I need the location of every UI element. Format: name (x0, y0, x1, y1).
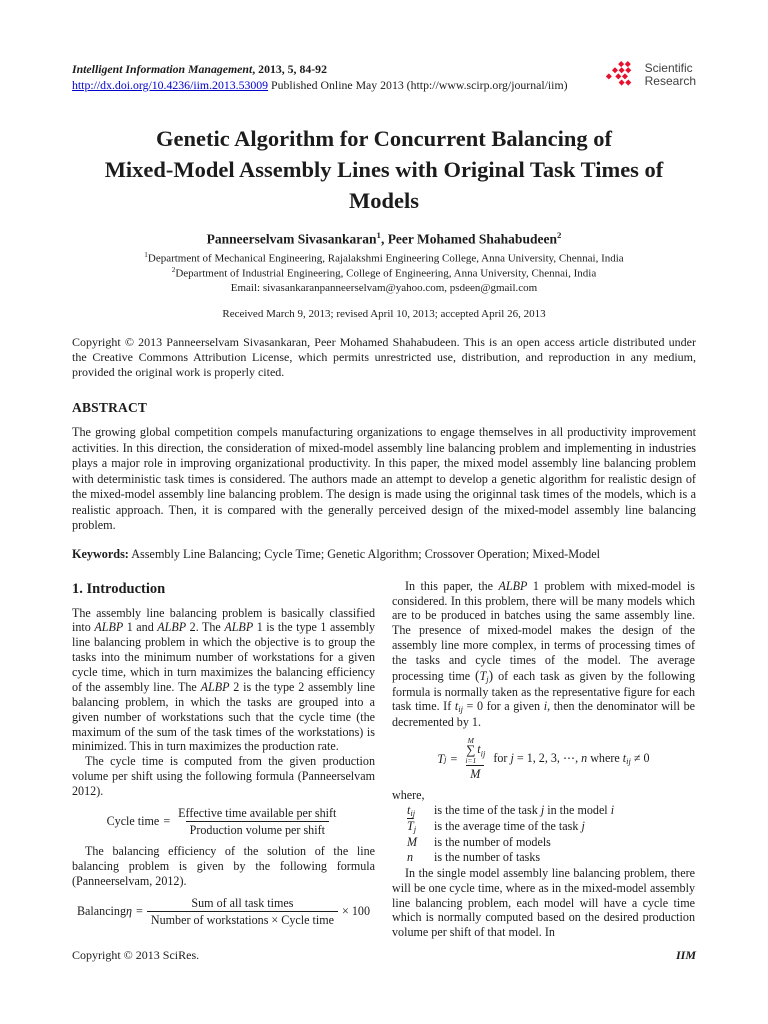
doi-line (72, 78, 568, 94)
where-item-tij (392, 803, 695, 819)
body-columns (72, 579, 696, 940)
equals-sign: = (450, 751, 458, 766)
symbol-M: M (407, 835, 418, 850)
affiliation-1 (72, 251, 696, 266)
intro-paragraph-1: The assembly line balancing problem is basically classified into ALBP 1 and ALBP 2. The ALBP 1 is the type 1 assembly line balancing problem in which the objective is to group the tasks into the minimum number of workstations for a given cycle time, which in turn maximizes the balancing efficiency of the assembly line. The ALBP 2 is the type 2 assembly line balancing problem, in which the tasks are grouped into a given number of workstations such that the cycle time (the maximum of the sum of the task times of the workstations) is minimized. This in turn maximizes the production rate. (72, 605, 375, 754)
footer-copyright: Copyright © 2013 SciRes. (72, 948, 200, 962)
equals-sign: = (136, 904, 143, 919)
formula-cycle-time (72, 806, 375, 838)
T-subscript: j (444, 753, 447, 764)
affiliation-1-text: Department of Mechanical Engineering, Rajalakshmi Engineering College, Anna University, Chennai, India (147, 252, 624, 265)
journal-issue: , 2013, 5, 84-92 (252, 62, 327, 76)
scirp-logo-icon (606, 60, 642, 89)
author-1: Panneerselvam Sivasankaran (206, 231, 377, 247)
affiliation-2 (72, 266, 696, 281)
summation-upper-limit: M (467, 735, 474, 745)
scirp-logo (606, 60, 696, 89)
fraction (147, 896, 338, 928)
summand (477, 742, 485, 758)
where-item-n (392, 850, 695, 865)
definition-n: is the number of tasks (434, 850, 541, 865)
published-note: Published Online May 2013 (http://www.scirp.org/journal/iim) (268, 77, 568, 92)
footer-journal-abbreviation: IIM (675, 948, 696, 962)
scirp-logo-text (645, 62, 696, 88)
formula-average-task-time (392, 737, 695, 782)
t-subscript: ij (480, 748, 486, 759)
journal-citation-block (72, 62, 568, 93)
logo-word-research: Research (644, 73, 696, 88)
author-2: Peer Mohamed Shahabudeen (387, 231, 557, 247)
keywords-text: Assembly Line Balancing; Cycle Time; Genetic Algorithm; Crossover Operation; Mixed-Model (128, 546, 601, 561)
affiliation-1-mark: 1 (144, 250, 148, 259)
title-line-1: Genetic Algorithm for Concurrent Balancing of (156, 126, 612, 152)
fraction-denominator: Number of workstations × Cycle time (147, 911, 338, 927)
formula-balancing-lhs: Balancing (76, 904, 127, 919)
definition-tij: is the time of the task j in the model i (434, 803, 615, 818)
symbol-tij: tij (407, 803, 416, 819)
title-line-3: Models (349, 188, 419, 214)
formula-balancing-efficiency (72, 896, 375, 928)
fraction (174, 806, 340, 838)
fraction-numerator: Sum of all task times (191, 896, 294, 911)
received-line: Received March 9, 2013; revised April 10, 2013; accepted April 26, 2013 (222, 307, 546, 320)
formula-condition: for j = 1, 2, 3, ⋯, n where tij ≠ 0 (493, 751, 650, 767)
t-symbol: t (477, 742, 481, 757)
page-footer (72, 948, 696, 963)
affiliations-block (72, 251, 696, 295)
keywords-line (72, 547, 696, 562)
fraction-denominator: Production volume per shift (186, 821, 329, 837)
symbol-Tj: $\overline{T}j$ (407, 819, 417, 835)
fraction (461, 737, 489, 782)
author-1-affiliation-mark: 1 (376, 230, 381, 241)
summation-symbol (465, 737, 476, 764)
copyright-notice: Copyright © 2013 Panneerselvam Sivasankaran, Peer Mohamed Shahabudeen. This is an open access article distributed under the Creative Commons Attribution License, which permits unrestricted use, distribution, and reproduction in any medium, provided the original work is properly cited. (72, 334, 696, 380)
formula-cycle-lhs: Cycle time (106, 814, 160, 829)
where-item-Tj (392, 819, 695, 835)
journal-header (72, 62, 696, 93)
symbol-n: n (407, 850, 414, 865)
definition-Tj: is the average time of the task j (434, 819, 585, 834)
left-column (72, 579, 375, 940)
section-heading-introduction: 1. Introduction (72, 580, 166, 597)
fraction-numerator (461, 737, 489, 765)
right-column (392, 579, 695, 940)
logo-word-scientific: Scientific (644, 60, 693, 75)
right-paragraph-1: In this paper, the ALBP 1 problem with mixed-model is considered. In this problem, there will be many models which are to be produced in batches using the same assembly line. The presence of mixed-model makes the design of the assembly line more complex, in terms of processing times of the tasks and cycle times of the model. The average processing time (Tj) of each task as given by the following formula is normally taken as the representative figure for each task time. If tij = 0 for a given i, then the denominator will be decremented by 1. (392, 578, 696, 729)
summation-lower-limit: i=1 (465, 755, 477, 765)
intro-paragraph-2: The cycle time is computed from the given production volume per shift using the following formula (Panneerselvam 2012). (72, 754, 375, 799)
equals-sign: = (163, 814, 171, 829)
right-paragraph-2: In the single model assembly line balancing problem, there will be one cycle time, where as in the mixed-model assembly line balancing problem, each model will have a cycle time which is normally computed based on the desired production volume per shift of that model. In (392, 865, 695, 940)
fraction-numerator: Effective time available per shift (178, 805, 337, 820)
email-line: Email: sivasankaranpanneerselvam@yahoo.com, psdeen@gmail.com (230, 281, 538, 294)
doi-link[interactable]: http://dx.doi.org/10.4236/iim.2013.53009 (72, 77, 269, 92)
authors-separator: , (380, 231, 388, 247)
affiliation-2-text: Department of Industrial Engineering, College of Engineering, Anna University, Chennai, India (175, 267, 597, 280)
authors-line (72, 230, 696, 248)
intro-paragraph-3: The balancing efficiency of the solution of the line balancing problem is given by the following formula (Panneerselvam, 2012). (72, 844, 375, 889)
T-symbol: T (437, 751, 445, 766)
journal-name: Intelligent Information Management (72, 62, 253, 76)
fraction-denominator: M (466, 765, 484, 781)
title-line-2: Mixed-Model Assembly Lines with Original Task Times of (104, 157, 664, 183)
where-label: where, (392, 788, 425, 803)
paper-title (72, 123, 696, 216)
times-100-factor: × 100 (342, 904, 370, 919)
definition-M: is the number of models (434, 835, 551, 850)
journal-citation-line (72, 62, 568, 78)
author-2-affiliation-mark: 2 (556, 230, 562, 241)
abstract-heading: ABSTRACT (72, 400, 148, 416)
keywords-label: Keywords: (72, 546, 129, 561)
where-item-M (392, 835, 695, 850)
sigma-icon: ∑ (466, 742, 476, 758)
eta-symbol: η (126, 904, 133, 919)
affiliation-2-mark: 2 (171, 265, 176, 274)
abstract-text: The growing global competition compels manufacturing organizations to engage themselves in all productivity improvement activities. In this direction, the consideration of mixed-model assembly line balancing problem and implementing in industries plays a major role in improving organizational productivity. In this paper, the mixed model assembly line balancing problem with deterministic task times is considered. The authors made an attempt to develop a genetic algorithm for realistic design of the mixed-model assembly line balancing problem. The design is made using the originnal task times of the models, which is a realistic approach. Then, it is compared with the generally perceived design of the mixed-model assembly line balancing problem. (72, 425, 696, 533)
